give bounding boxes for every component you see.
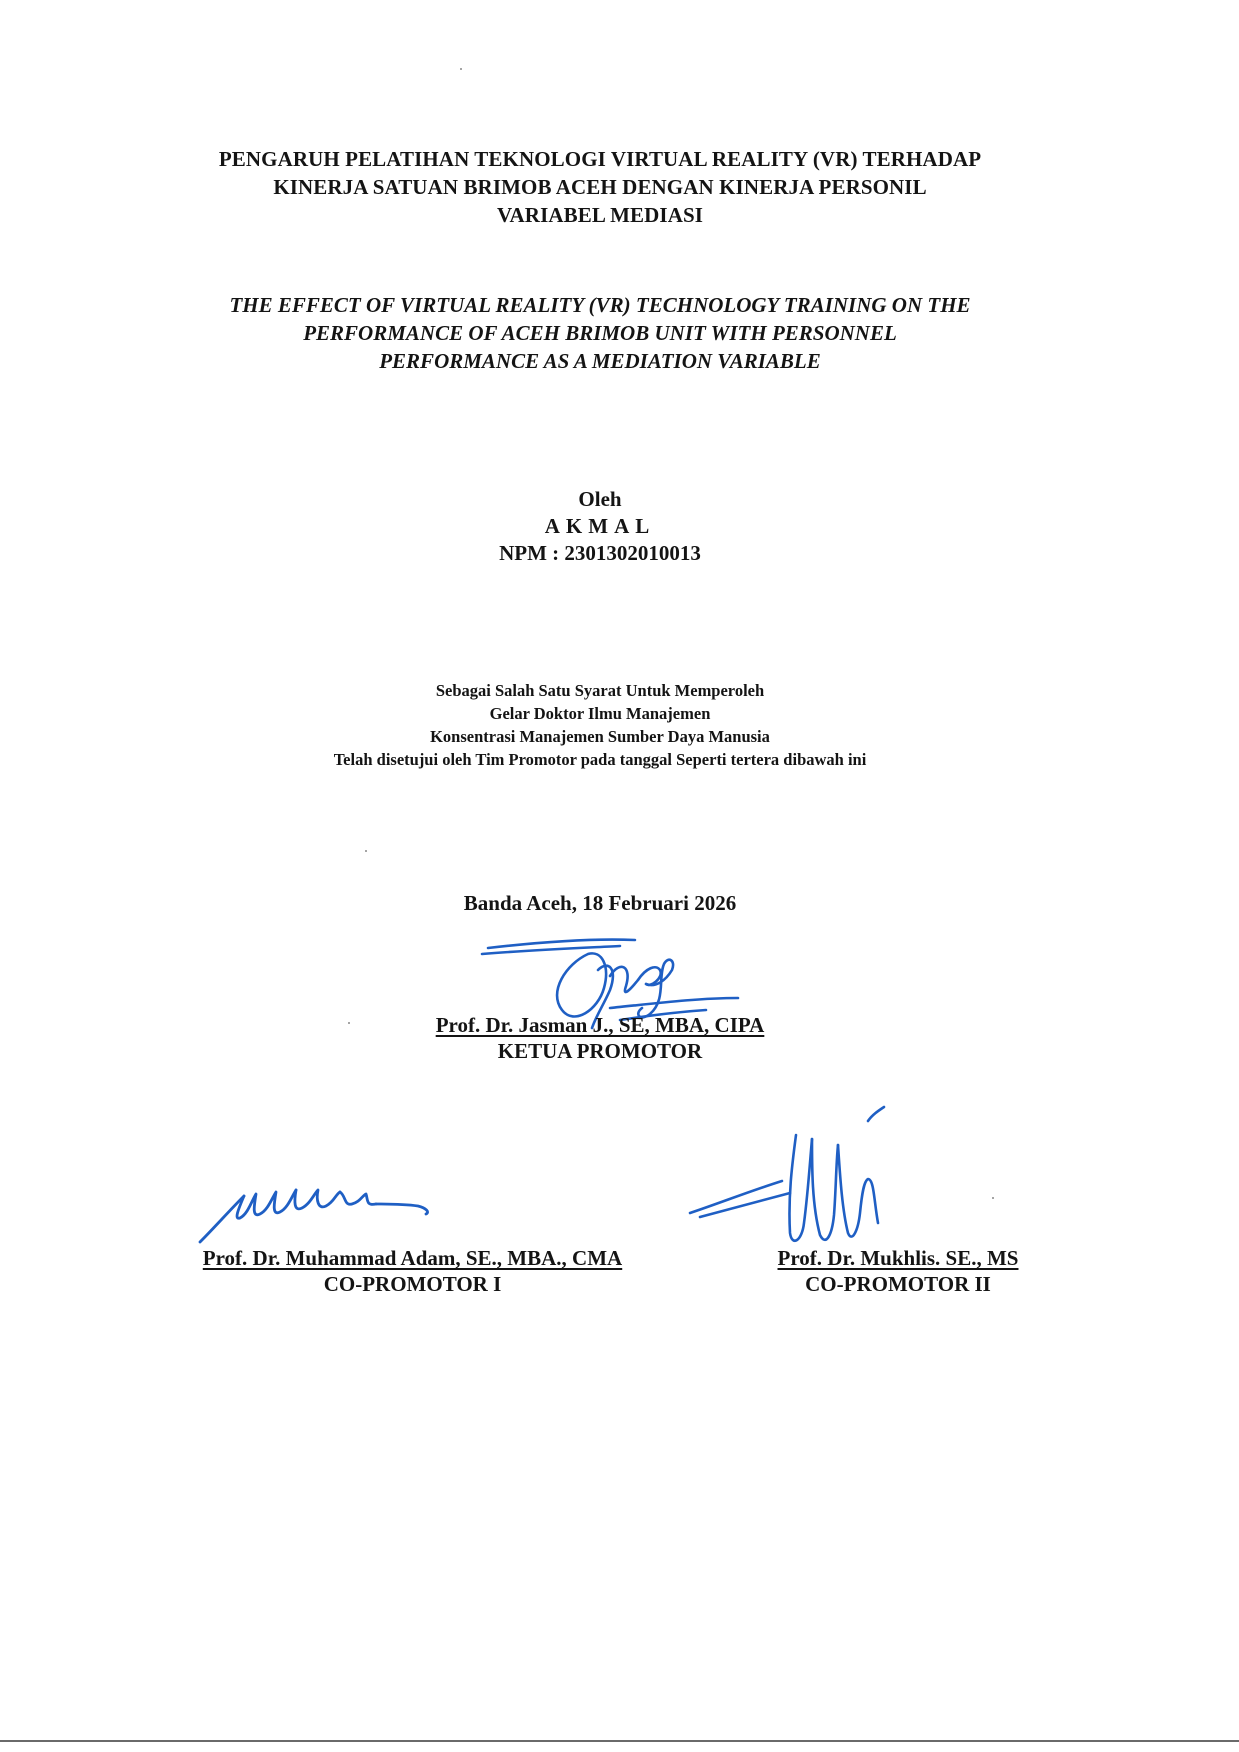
signatory-co-promotor-2 xyxy=(748,1245,1048,1297)
title-id-line-3: VARIABEL MEDIASI xyxy=(496,203,704,227)
scan-speck xyxy=(460,68,462,70)
purpose-statement xyxy=(0,679,1200,771)
signatory-co-promotor-1 xyxy=(160,1245,665,1297)
purpose-line-3: Konsentrasi Manajemen Sumber Daya Manusia xyxy=(430,727,770,746)
scan-edge-line xyxy=(0,1740,1239,1742)
co2-role: CO-PROMOTOR II xyxy=(805,1272,991,1296)
signature-co-promotor-1 xyxy=(190,1170,470,1250)
title-id-line-1: PENGARUH PELATIHAN TEKNOLOGI VIRTUAL REALITY (VR) TERHADAP xyxy=(218,147,982,171)
co2-name: Prof. Dr. Mukhlis. SE., MS xyxy=(777,1246,1019,1270)
scan-speck xyxy=(992,1197,994,1199)
scan-speck xyxy=(365,850,367,852)
co1-role: CO-PROMOTOR I xyxy=(323,1272,502,1296)
signatory-ketua xyxy=(400,1012,800,1064)
author-name: AKMAL xyxy=(544,514,656,538)
title-en-line-3: PERFORMANCE AS A MEDIATION VARIABLE xyxy=(379,349,821,373)
author-block xyxy=(0,486,1200,567)
title-id-line-2: KINERJA SATUAN BRIMOB ACEH DENGAN KINERJA PERSONIL xyxy=(273,175,927,199)
purpose-line-4: Telah disetujui oleh Tim Promotor pada tanggal Seperti tertera dibawah ini xyxy=(333,750,867,769)
purpose-line-2: Gelar Doktor Ilmu Manajemen xyxy=(489,704,711,723)
co1-name: Prof. Dr. Muhammad Adam, SE., MBA., CMA xyxy=(202,1246,623,1270)
ketua-role: KETUA PROMOTOR xyxy=(497,1039,703,1063)
scan-speck xyxy=(348,1022,350,1024)
purpose-line-1: Sebagai Salah Satu Syarat Untuk Memperoleh xyxy=(435,681,765,700)
by-label: Oleh xyxy=(578,487,622,511)
title-english xyxy=(0,291,1200,375)
title-en-line-2: PERFORMANCE OF ACEH BRIMOB UNIT WITH PERSONNEL xyxy=(303,321,897,345)
ketua-name: Prof. Dr. Jasman J., SE, MBA, CIPA xyxy=(435,1013,765,1037)
title-en-line-1: THE EFFECT OF VIRTUAL REALITY (VR) TECHNOLOGY TRAINING ON THE xyxy=(229,293,971,317)
author-npm: NPM : 2301302010013 xyxy=(499,541,701,565)
signature-co-promotor-2 xyxy=(680,1105,940,1255)
title-indonesian xyxy=(0,145,1200,229)
place-date: Banda Aceh, 18 Februari 2026 xyxy=(463,891,737,915)
